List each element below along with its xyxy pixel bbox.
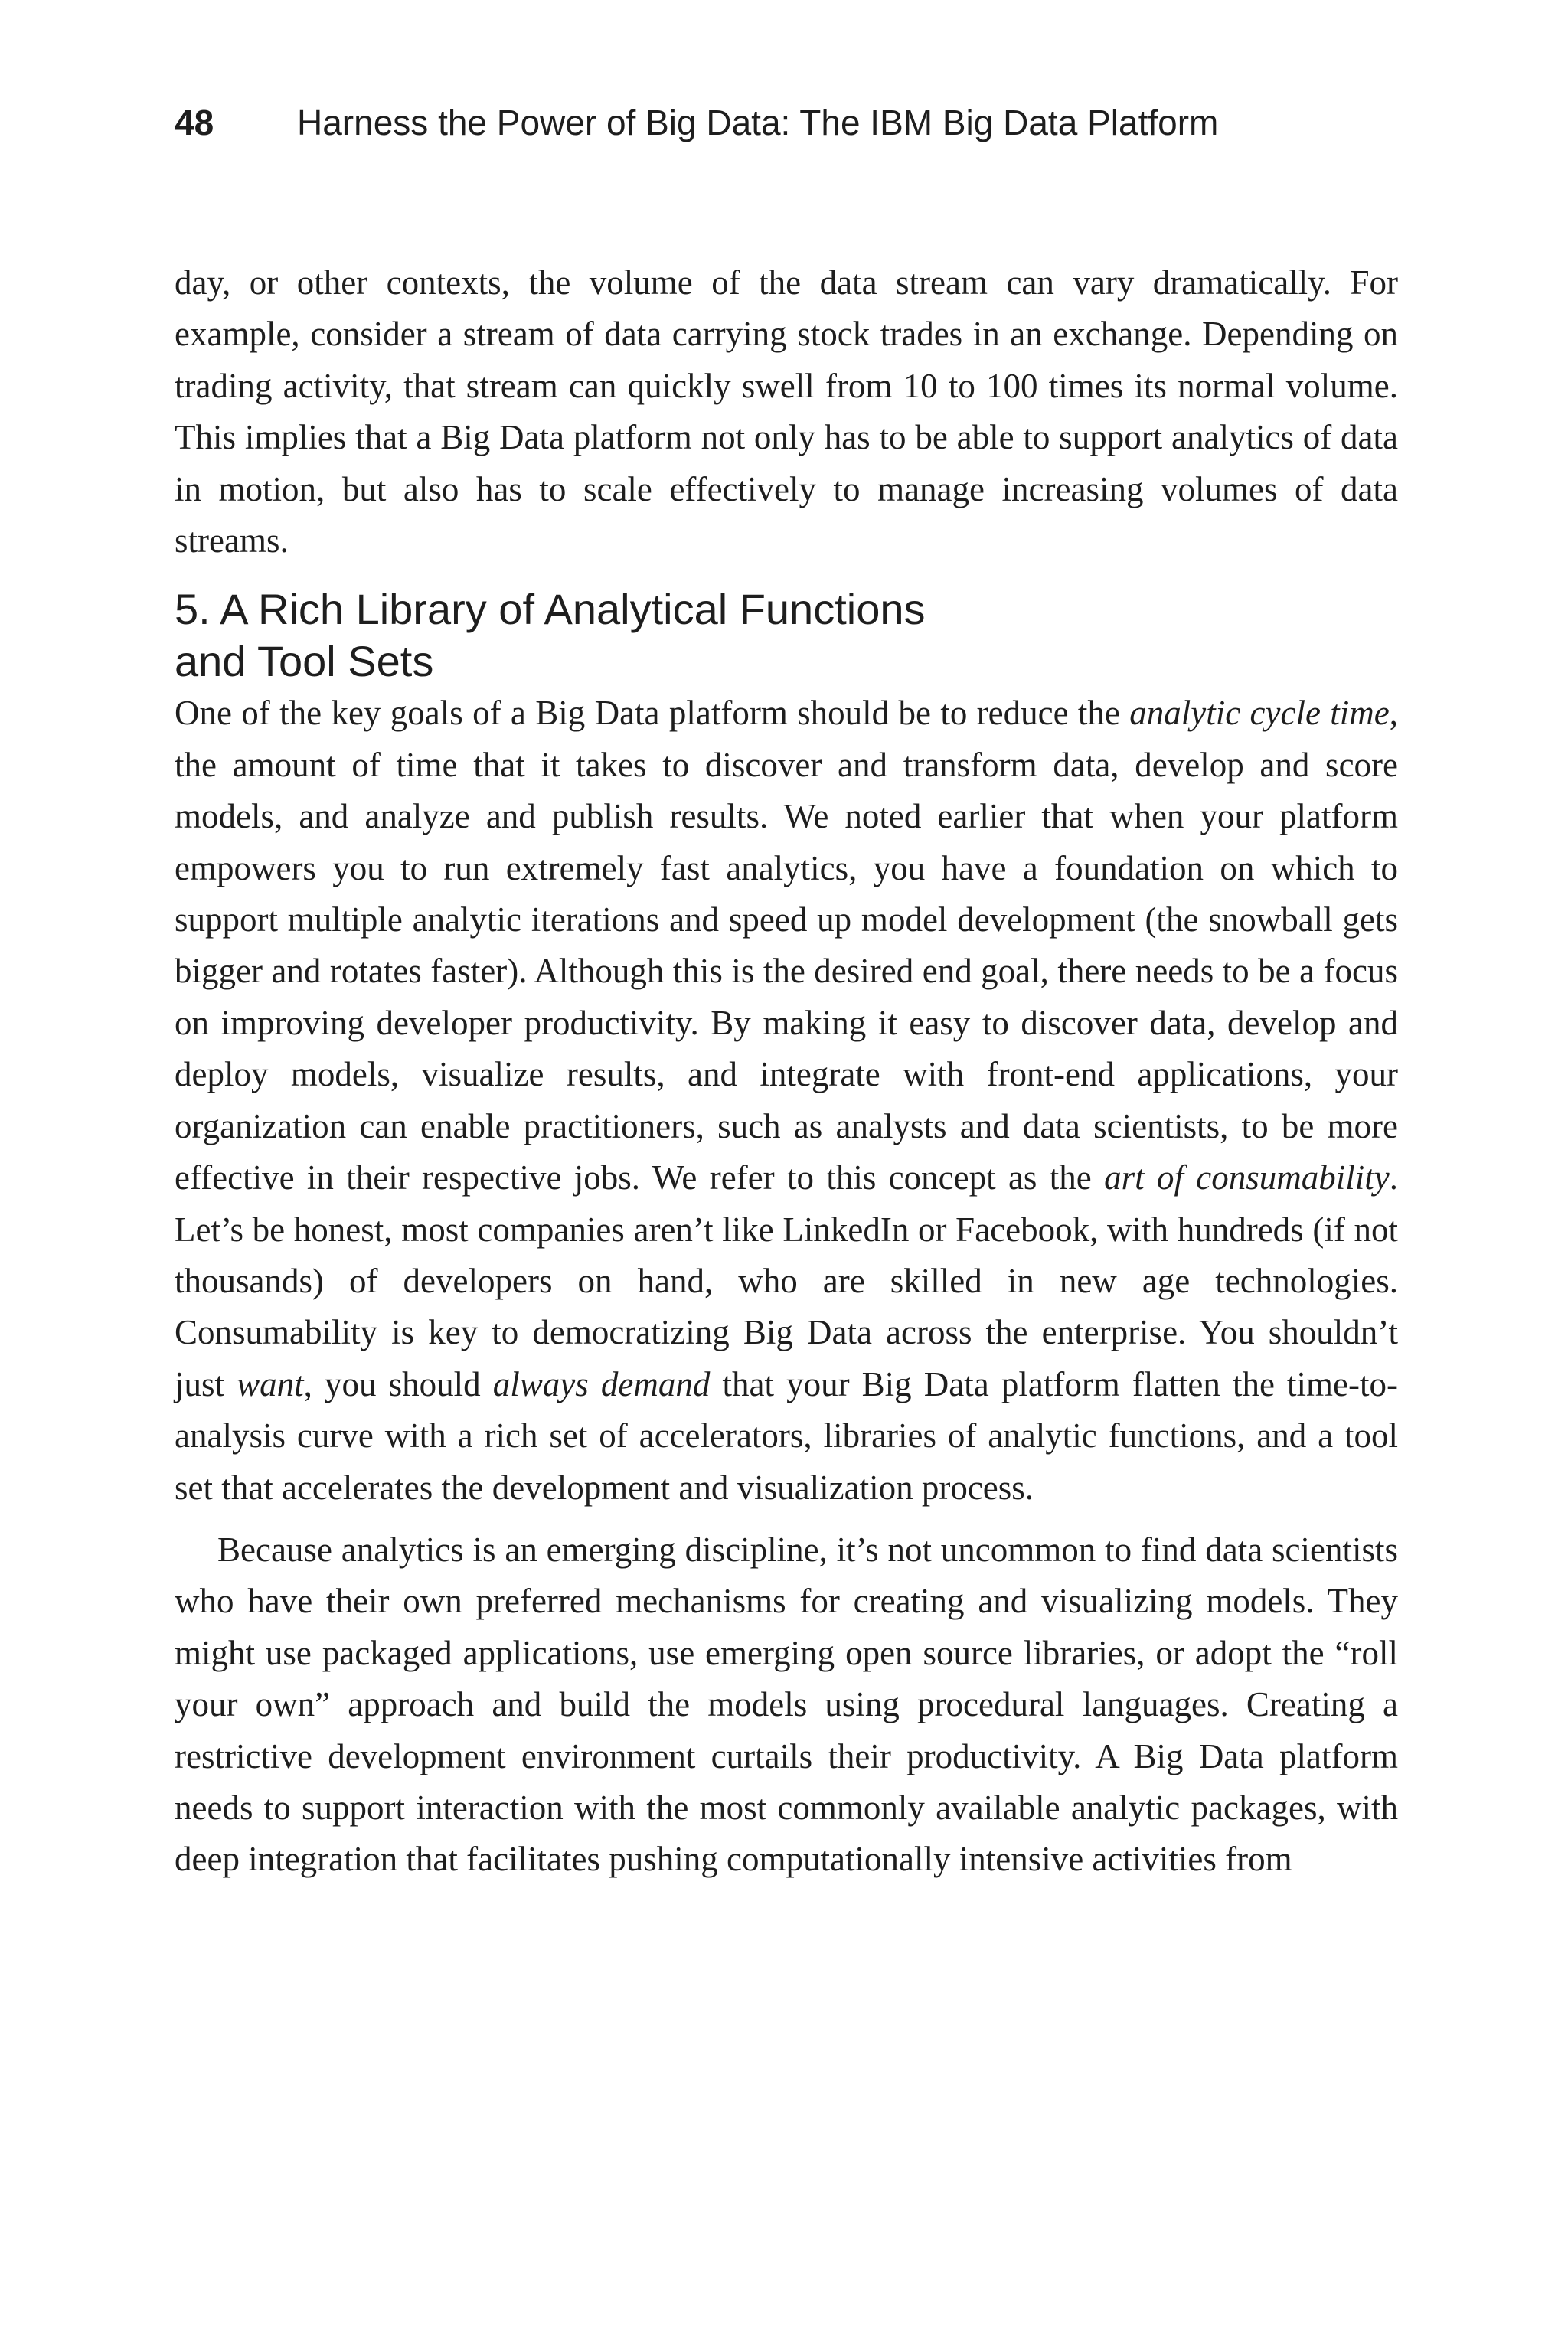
section-heading-line-1: 5. A Rich Library of Analytical Functions xyxy=(175,585,926,634)
running-title: Harness the Power of Big Data: The IBM Big Data Platform xyxy=(297,103,1219,142)
paragraph-text: One of the key goals of a Big Data platform should be to reduce the xyxy=(175,694,1130,733)
paragraph-text: . Let’s be honest, most companies aren’t like LinkedIn or Facebook, with hundreds (if not thousands) of developers on hand, who are skilled in new age technologies. Consumability is key to democratizing Big Data across the enterprise. You shouldn’t just xyxy=(175,1158,1399,1403)
paragraph-text: that your Big Data platform flatten the time-to-analysis curve with a rich set of accelerators, libraries of analytic functions, and a tool set that accelerates the development and visualization process. xyxy=(175,1364,1399,1507)
section-heading xyxy=(175,583,1170,688)
paragraph-analytic-cycle xyxy=(175,688,1398,1514)
italic-term: art of consumability xyxy=(1104,1158,1390,1197)
paragraph-analytics-discipline: Because analytics is an emerging discipline, it’s not uncommon to find data scientists who have their own preferred mechanisms for creating and visualizing models. They might use packaged applications, use emerging open source libraries, or adopt the “roll your own” approach and build the models using procedural languages. Creating a restrictive development environment curtails their productivity. A Big Data platform needs to support interaction with the most commonly available analytic packages, with deep integration that facilitates pushing computationally intensive activities from xyxy=(175,1530,1398,1879)
paragraph-text: , the amount of time that it takes to discover and transform data, develop and score models, and analyze and publish results. We noted earlier that when your platform empowers you to run extremely fast analytics, you have a foundation on which to support multiple analytic iterations and speed up model development (the snowball gets bigger and rotates faster). Although this is the desired end goal, there needs to be a focus on improving developer productivity. By making it easy to discover data, develop and deploy models, visualize results, and integrate with front-end applications, your organization can enable practitioners, such as analysts and data scientists, to be more effective in their respective jobs. We refer to this concept as the xyxy=(175,694,1399,1197)
running-header xyxy=(175,98,1400,147)
italic-term: always demand xyxy=(492,1364,710,1403)
body-text xyxy=(175,257,1398,1886)
italic-term: analytic cycle time xyxy=(1129,694,1390,733)
intro-paragraph: day, or other contexts, the volume of the data stream can vary dramatically. For example, consider a stream of data carrying stock trades in an exchange. Depending on trading activity, that stream can quickly swell from 10 to 100 times its normal volume. This implies that a Big Data platform not only has to be able to support analytics of data in motion, but also has to scale effectively to manage increasing volumes of data streams. xyxy=(175,263,1398,560)
italic-term: want xyxy=(237,1364,304,1403)
section-heading-line-2: and Tool Sets xyxy=(175,637,434,686)
page-number: 48 xyxy=(175,103,214,142)
paragraph-text: , you should xyxy=(303,1364,493,1403)
